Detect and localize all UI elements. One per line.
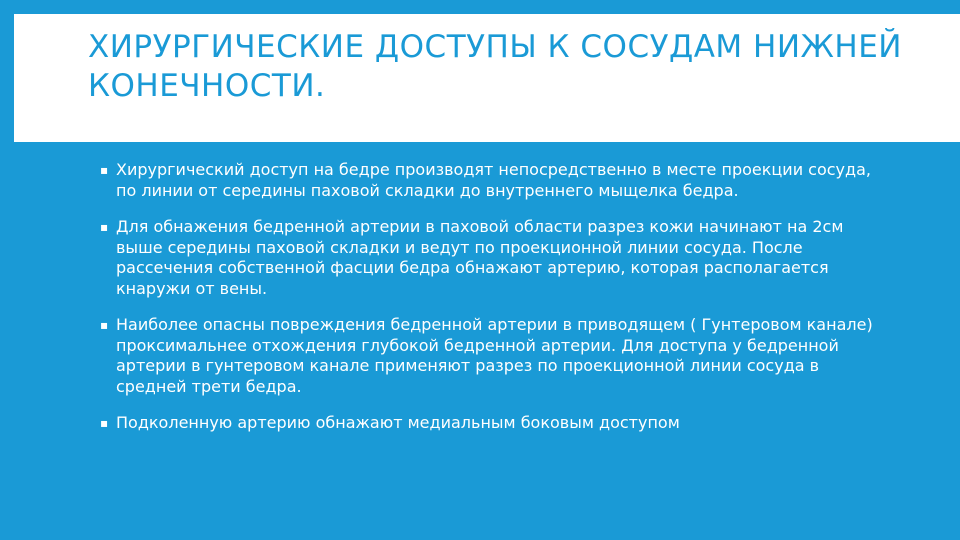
bullet-text: Хирургический доступ на бедре производят непосредственно в месте проекции сосуда, по линии от середины паховой складки до внутреннего мыщелка бедра. bbox=[116, 160, 871, 200]
bullet-item bbox=[100, 160, 880, 201]
bullet-item bbox=[100, 217, 880, 299]
slide-title: ХИРУРГИЧЕСКИЕ ДОСТУПЫ К СОСУДАМ НИЖНЕЙ КОНЕЧНОСТИ. bbox=[88, 29, 902, 104]
bullet-text: Наиболее опасны повреждения бедренной артерии в приводящем ( Гунтеровом канале) проксимальнее отхождения глубокой бедренной артерии. Для доступа у бедренной артерии в гунтеровом канале применяют разрез по проекционной линии сосуда в средней трети бедра. bbox=[116, 315, 873, 396]
bullet-item bbox=[100, 413, 880, 434]
bullet-item bbox=[100, 315, 880, 397]
bullet-marker: ▪ bbox=[100, 220, 109, 234]
bullet-list bbox=[100, 160, 880, 450]
bullet-marker: ▪ bbox=[100, 318, 109, 332]
bullet-marker: ▪ bbox=[100, 416, 109, 430]
bullet-marker: ▪ bbox=[100, 163, 109, 177]
bullet-text: Для обнажения бедренной артерии в паховой области разрез кожи начинают на 2см выше середины паховой складки и ведут по проекционной линии сосуда. После рассечения собственной фасции бедра обнажают артерию, которая располагается кнаружи от вены. bbox=[116, 217, 844, 298]
bullet-text: Подколенную артерию обнажают медиальным боковым доступом bbox=[116, 413, 680, 432]
